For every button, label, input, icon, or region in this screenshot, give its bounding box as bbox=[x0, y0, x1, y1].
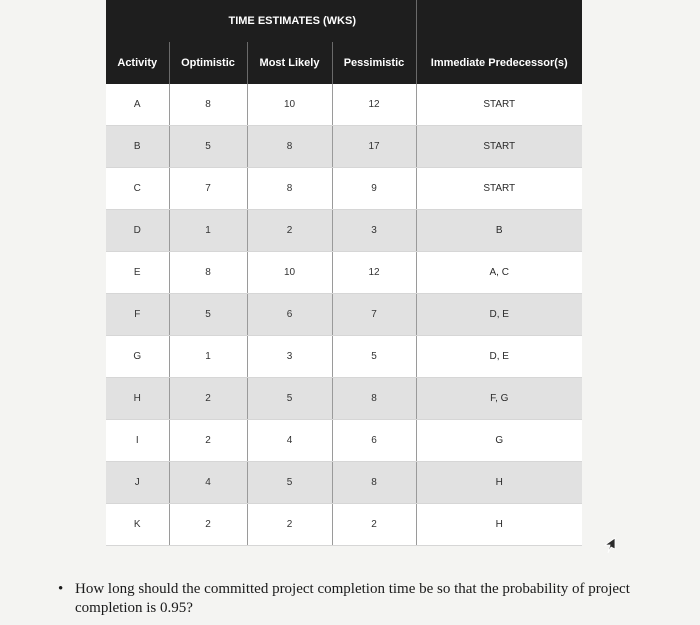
cell-pessimistic: 12 bbox=[332, 84, 416, 126]
question-text: How long should the committed project completion time be so that the probability of project completion is 0.95? bbox=[75, 581, 630, 616]
cell-optimistic: 8 bbox=[169, 84, 247, 126]
table-row bbox=[106, 126, 582, 168]
table-row bbox=[106, 84, 582, 126]
cell-activity: A bbox=[106, 84, 169, 126]
cell-optimistic: 2 bbox=[169, 420, 247, 462]
cell-pessimistic: 8 bbox=[332, 378, 416, 420]
cell-pessimistic: 12 bbox=[332, 252, 416, 294]
bullet-marker: • bbox=[58, 581, 64, 597]
cell-activity: I bbox=[106, 420, 169, 462]
table-row bbox=[106, 294, 582, 336]
header-most-likely: Most Likely bbox=[247, 42, 332, 84]
table-group-header-row bbox=[106, 0, 582, 42]
cell-pessimistic: 9 bbox=[332, 168, 416, 210]
cell-optimistic: 7 bbox=[169, 168, 247, 210]
cell-activity: E bbox=[106, 252, 169, 294]
cell-activity: C bbox=[106, 168, 169, 210]
mouse-pointer-icon bbox=[603, 537, 617, 555]
question-block bbox=[58, 580, 678, 618]
cell-predecessors: H bbox=[416, 462, 582, 504]
header-pessimistic: Pessimistic bbox=[332, 42, 416, 84]
cell-predecessors: START bbox=[416, 126, 582, 168]
cell-activity: F bbox=[106, 294, 169, 336]
cell-most-likely: 5 bbox=[247, 378, 332, 420]
cell-optimistic: 8 bbox=[169, 252, 247, 294]
cell-pessimistic: 17 bbox=[332, 126, 416, 168]
cell-optimistic: 4 bbox=[169, 462, 247, 504]
cell-predecessors: D, E bbox=[416, 336, 582, 378]
cell-pessimistic: 7 bbox=[332, 294, 416, 336]
cell-pessimistic: 3 bbox=[332, 210, 416, 252]
cell-most-likely: 3 bbox=[247, 336, 332, 378]
cell-most-likely: 2 bbox=[247, 210, 332, 252]
cell-activity: J bbox=[106, 462, 169, 504]
cell-optimistic: 2 bbox=[169, 504, 247, 546]
cell-optimistic: 5 bbox=[169, 126, 247, 168]
cell-most-likely: 5 bbox=[247, 462, 332, 504]
cell-predecessors: START bbox=[416, 168, 582, 210]
cell-pessimistic: 6 bbox=[332, 420, 416, 462]
group-header-spacer bbox=[106, 0, 169, 42]
cell-optimistic: 1 bbox=[169, 210, 247, 252]
time-estimates-group-header: TIME ESTIMATES (WKS) bbox=[169, 0, 416, 42]
table-row bbox=[106, 504, 582, 546]
cell-optimistic: 2 bbox=[169, 378, 247, 420]
cell-activity: D bbox=[106, 210, 169, 252]
cell-most-likely: 10 bbox=[247, 84, 332, 126]
table-row bbox=[106, 336, 582, 378]
cell-optimistic: 1 bbox=[169, 336, 247, 378]
table-row bbox=[106, 168, 582, 210]
cell-most-likely: 8 bbox=[247, 168, 332, 210]
table-row bbox=[106, 462, 582, 504]
cell-most-likely: 10 bbox=[247, 252, 332, 294]
cell-optimistic: 5 bbox=[169, 294, 247, 336]
time-estimates-table-container bbox=[106, 0, 582, 546]
cell-predecessors: H bbox=[416, 504, 582, 546]
cell-predecessors: B bbox=[416, 210, 582, 252]
header-activity: Activity bbox=[106, 42, 169, 84]
header-optimistic: Optimistic bbox=[169, 42, 247, 84]
cell-most-likely: 2 bbox=[247, 504, 332, 546]
table-row bbox=[106, 378, 582, 420]
group-header-spacer-right bbox=[416, 0, 582, 42]
cell-activity: K bbox=[106, 504, 169, 546]
cell-most-likely: 8 bbox=[247, 126, 332, 168]
table-row bbox=[106, 252, 582, 294]
cell-pessimistic: 5 bbox=[332, 336, 416, 378]
cell-most-likely: 4 bbox=[247, 420, 332, 462]
cell-predecessors: D, E bbox=[416, 294, 582, 336]
cell-predecessors: G bbox=[416, 420, 582, 462]
table-row bbox=[106, 210, 582, 252]
cell-predecessors: F, G bbox=[416, 378, 582, 420]
time-estimates-table bbox=[106, 0, 582, 546]
cell-predecessors: A, C bbox=[416, 252, 582, 294]
header-immediate-predecessors: Immediate Predecessor(s) bbox=[416, 42, 582, 84]
table-row bbox=[106, 420, 582, 462]
cell-pessimistic: 2 bbox=[332, 504, 416, 546]
cell-activity: B bbox=[106, 126, 169, 168]
cell-activity: H bbox=[106, 378, 169, 420]
cell-activity: G bbox=[106, 336, 169, 378]
cell-pessimistic: 8 bbox=[332, 462, 416, 504]
table-column-header-row bbox=[106, 42, 582, 84]
cell-most-likely: 6 bbox=[247, 294, 332, 336]
cell-predecessors: START bbox=[416, 84, 582, 126]
